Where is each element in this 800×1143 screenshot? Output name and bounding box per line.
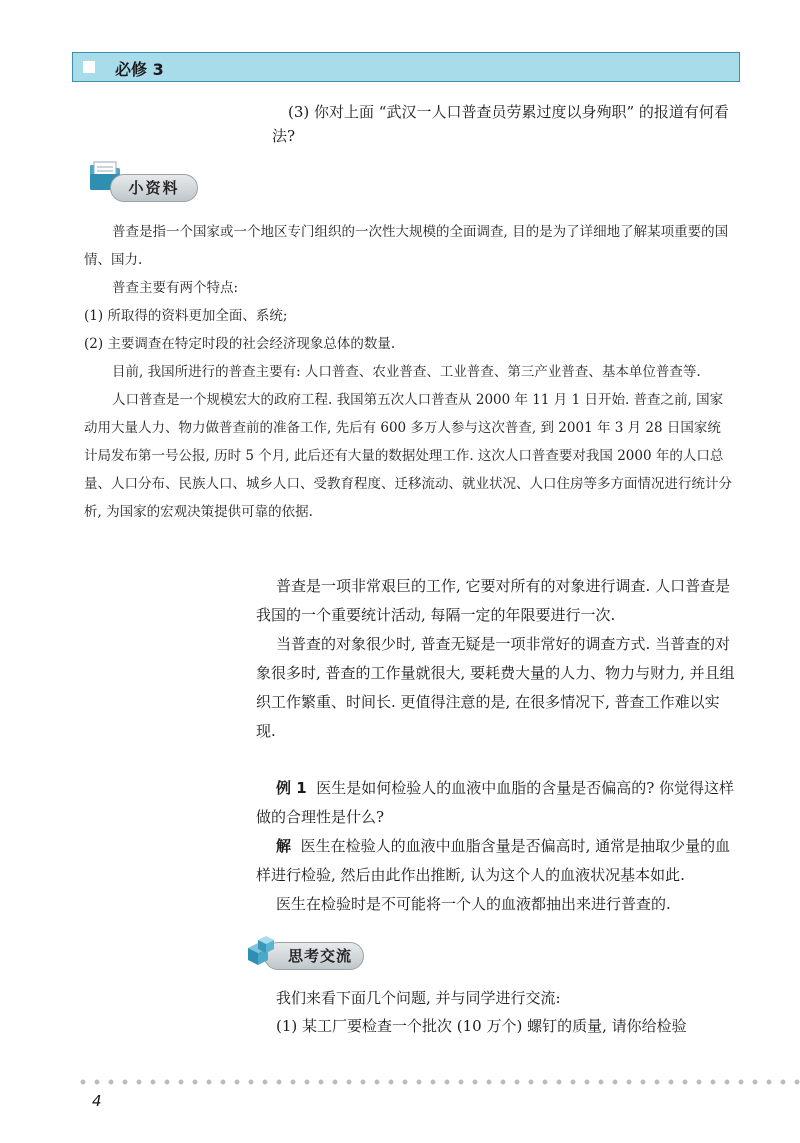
example-1 [256,774,736,832]
think-item-1: (1) 某工厂要检查一个批次 (10 万个) 螺钉的质量, 请你给检验 [276,1017,687,1035]
think-discuss-badge [244,934,364,974]
think-discuss-label: 思考交流 [264,942,364,970]
question-3: (3) 你对上面 “武汉一人口普查员劳累过度以身殉职” 的报道有何看法? [272,103,729,145]
solution-text: 医生在检验人的血液中血脂含量是否偏高时, 通常是抽取少量的血样进行检验, 然后由此作出推断, 认为这个人的血液状况基本如此. [256,837,731,884]
solution [256,832,736,890]
small-info-paragraph: 普查是指一个国家或一个地区专门组织的一次性大规模的全面调查, 目的是为了详细地了解某项重要的国情、国力. [84,224,729,268]
small-info-paragraph: 目前, 我国所进行的普查主要有: 人口普查、农业普查、工业普查、第三产业普查、基本单位普查等. [112,364,701,380]
cubes-icon [244,934,280,970]
small-info-content [84,218,734,526]
think-discuss-content [256,984,736,1040]
chapter-header-bar [72,52,740,82]
main-text-column [256,572,736,919]
small-info-paragraph: 人口普查是一个规模宏大的政府工程. 我国第五次人口普查从 2000 年 11 月 1 日开始. 普查之前, 国家动用大量人力、物力做普查前的准备工作, 先后有 600 多万人参与这次普查, 到 2001 年 3 月 28 日国家统计局发布第一号公报, 历时 5 个月, 此后还有大量的数据处理工作. 这次人口普查要对我国 2000 年的人口总量、人口分布、民族人口、城乡人口、受教育程度、迁移流动、就业状况、人口住房等多方面情况进行统计分析, 为国家的宏观决策提供可靠的依据. [84,392,732,520]
small-info-paragraph: (2) 主要调查在特定时段的社会经济现象总体的数量. [84,336,396,352]
header-square-icon [83,61,95,73]
example-text: 医生是如何检验人的血液中血脂的含量是否偏高的? 你觉得这样做的合理性是什么? [256,779,735,826]
think-intro: 我们来看下面几个问题, 并与同学进行交流: [276,989,561,1007]
small-info-paragraph: (1) 所取得的资料更加全面、系统; [84,308,288,324]
main-paragraph-2: 当普查的对象很少时, 普查无疑是一项非常好的调查方式. 当普查的对象很多时, 普查的工作量就很大, 要耗费大量的人力、物力与财力, 并且组织工作繁重、时间长. 更值得注意的是, 在很多情况下, 普查工作难以实现. [256,635,735,740]
page-number: 4 [92,1092,102,1110]
footer-dotted-divider [76,1078,800,1086]
solution-label: 解 [276,837,292,855]
solution-follow: 医生在检验时是不可能将一个人的血液都抽出来进行普查的. [276,895,671,913]
small-info-badge [88,160,198,204]
chapter-title: 必修 3 [115,60,164,79]
main-paragraph-1: 普查是一项非常艰巨的工作, 它要对所有的对象进行调查. 人口普查是我国的一个重要统计活动, 每隔一定的年限要进行一次. [256,577,731,624]
small-info-paragraph: 普查主要有两个特点: [112,280,239,296]
small-info-label: 小资料 [110,174,198,202]
example-label: 例 1 [276,779,307,797]
